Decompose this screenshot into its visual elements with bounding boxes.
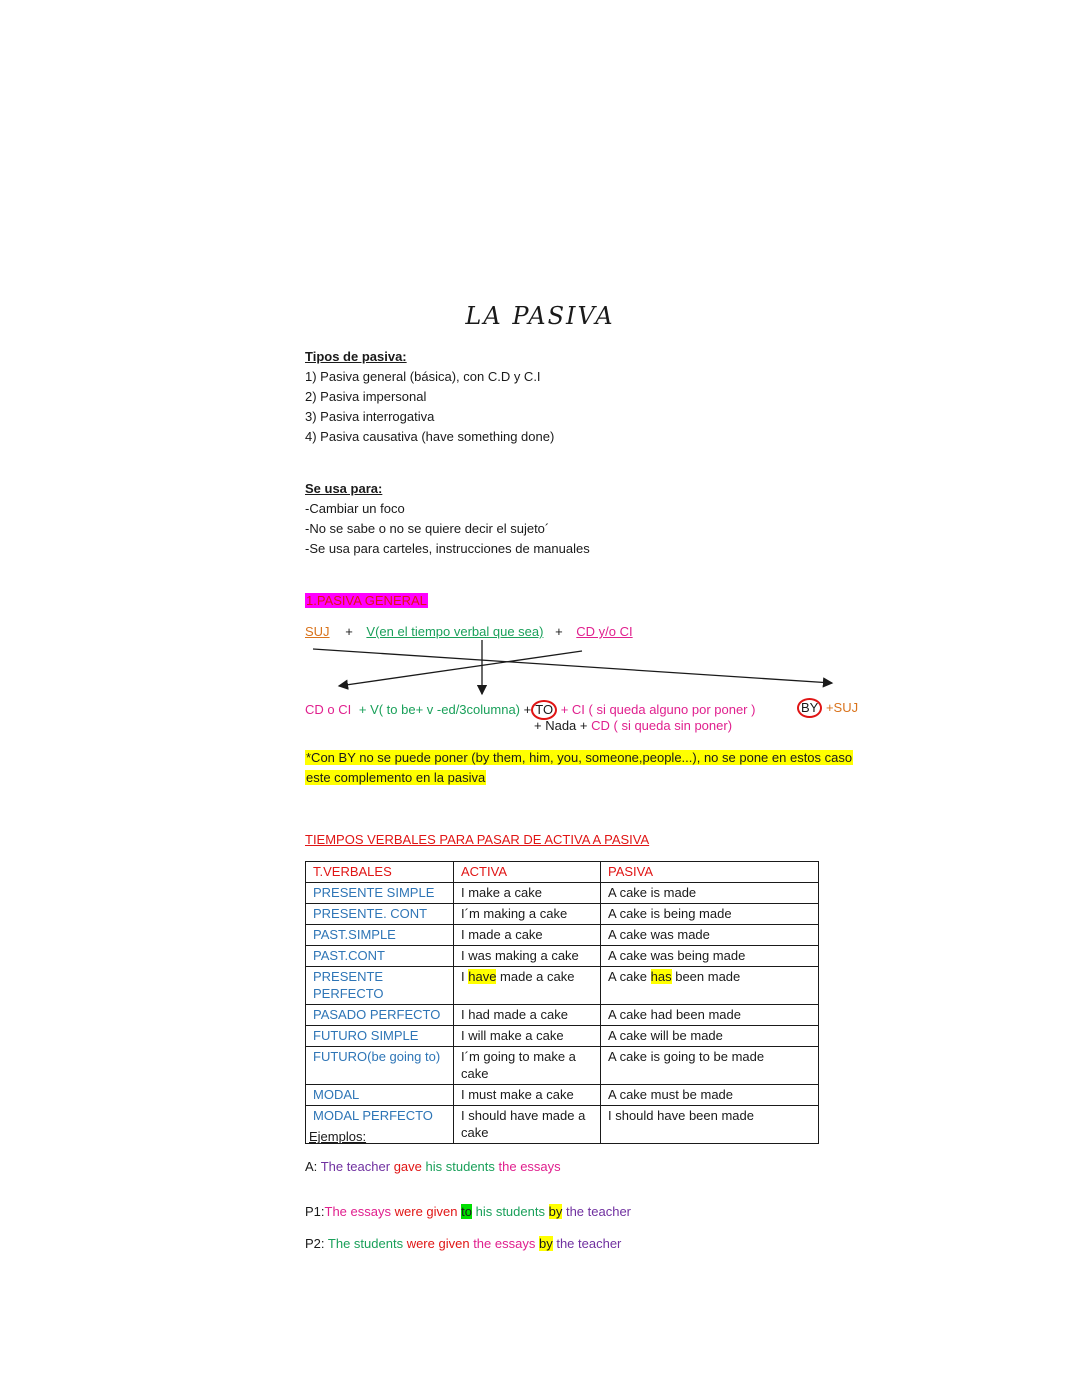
formula-bottom-cd: CD o CI <box>305 702 352 717</box>
section1-heading: 1.PASIVA GENERAL <box>306 593 427 608</box>
table-cell: I must make a cake <box>454 1085 601 1106</box>
table-cell: I´m making a cake <box>454 904 601 925</box>
table-cell: A cake will be made <box>601 1026 819 1047</box>
example-p1-by: by <box>548 1204 563 1219</box>
table-cell: I make a cake <box>454 883 601 904</box>
table-header-cell: PASIVA <box>601 862 819 883</box>
example-p2-verb: were given <box>406 1236 470 1251</box>
example-p1 <box>305 1205 631 1218</box>
table-cell: PAST.SIMPLE <box>306 925 454 946</box>
formula-verb: V(en el tiempo verbal que sea) <box>366 624 544 639</box>
tipos-heading: Tipos de pasiva: <box>305 349 407 364</box>
ejemplos-heading: Ejemplos: <box>309 1129 367 1144</box>
table-cell: A cake must be made <box>601 1085 819 1106</box>
formula-bottom-plus: + <box>523 702 532 717</box>
table-row <box>306 1085 819 1106</box>
formula-by-circle: BY <box>797 698 822 718</box>
example-p1-ci: his students <box>475 1204 545 1219</box>
formula-to-circle: TO <box>531 700 557 720</box>
pp-passive-hl: has <box>650 969 672 984</box>
tiempos-table <box>305 861 819 1144</box>
table-cell: A cake is made <box>601 883 819 904</box>
tipos-item-1: 1) Pasiva general (básica), con C.D y C.I <box>305 369 541 384</box>
formula-plus-1: + <box>345 624 353 639</box>
note-line-2: este complemento en la pasiva <box>306 770 486 785</box>
table-cell: FUTURO(be going to) <box>306 1047 454 1085</box>
table-cell: PRESENTE. CONT <box>306 904 454 925</box>
example-active <box>305 1160 561 1173</box>
tipos-item-2: 2) Pasiva impersonal <box>305 389 427 404</box>
table-cell: PASADO PERFECTO <box>306 1005 454 1026</box>
table-cell: PRESENTE PERFECTO <box>306 967 454 1005</box>
example-p2-ci: The students <box>327 1236 404 1251</box>
pp-passive-pre: A cake <box>608 969 651 984</box>
table-cell: I will make a cake <box>454 1026 601 1047</box>
table-cell: PRESENTE SIMPLE <box>306 883 454 904</box>
example-a-label: A: <box>305 1159 318 1174</box>
pp-active-post: made a cake <box>496 969 575 984</box>
formula-nada: + Nada + <box>534 718 588 733</box>
example-a-cd: the essays <box>498 1159 561 1174</box>
table-header-row <box>306 862 819 883</box>
formula-plus-2: + <box>555 624 563 639</box>
formula-line2 <box>534 719 732 732</box>
table-header-cell: T.VERBALES <box>306 862 454 883</box>
example-p1-verb: were given <box>394 1204 458 1219</box>
formula-bottom-verb: + V( to be+ v -ed/3columna) <box>358 702 521 717</box>
table-cell: A cake is going to be made <box>601 1047 819 1085</box>
table-cell: I made a cake <box>454 925 601 946</box>
table-cell: I should have been made <box>601 1106 819 1144</box>
uso-item-1: -Cambiar un foco <box>305 501 405 516</box>
page-title: LA PASIVA <box>465 302 615 330</box>
table-cell: PAST.CONT <box>306 946 454 967</box>
table-row <box>306 904 819 925</box>
example-a-subject: The teacher <box>320 1159 391 1174</box>
example-p1-to: to <box>461 1204 472 1219</box>
formula-bottom-suj: +SUJ <box>825 700 859 715</box>
formula-bottom-ci: + CI ( si queda alguno por poner ) <box>560 702 756 717</box>
tiempos-heading: TIEMPOS VERBALES PARA PASAR DE ACTIVA A PASIVA <box>305 832 650 847</box>
table-cell: A cake is being made <box>601 904 819 925</box>
table-row <box>306 883 819 904</box>
example-p2-cd: the essays <box>473 1236 536 1251</box>
example-p2-by: by <box>538 1236 553 1251</box>
example-p1-label: P1: <box>305 1204 325 1219</box>
table-row <box>306 1106 819 1144</box>
table-cell <box>454 967 601 1005</box>
table-header-cell: ACTIVA <box>454 862 601 883</box>
uso-item-2: -No se sabe o no se quiere decir el sujeto´ <box>305 521 550 536</box>
example-a-verb: gave <box>393 1159 422 1174</box>
formula-cd: CD y/o CI <box>576 624 633 639</box>
example-a-ci: his students <box>425 1159 495 1174</box>
table-cell: MODAL <box>306 1085 454 1106</box>
uso-item-3: -Se usa para carteles, instrucciones de manuales <box>305 541 590 556</box>
table-cell: A cake was being made <box>601 946 819 967</box>
table-row <box>306 1047 819 1085</box>
example-p1-cd: The essays <box>324 1204 391 1219</box>
formula-suj: SUJ <box>305 624 330 639</box>
example-p1-subject: the teacher <box>565 1204 631 1219</box>
table-cell: A cake had been made <box>601 1005 819 1026</box>
table-row <box>306 1005 819 1026</box>
table-cell: I should have made a cake <box>454 1106 601 1144</box>
table-cell: I had made a cake <box>454 1005 601 1026</box>
table-cell: MODAL PERFECTO <box>306 1106 454 1144</box>
table-row <box>306 967 819 1005</box>
note-line-1: *Con BY no se puede poner (by them, him, you, someone,people...), no se pone en estos caso <box>306 750 853 765</box>
formula-by-group <box>797 698 858 718</box>
pp-passive-post: been made <box>671 969 741 984</box>
uso-heading: Se usa para: <box>305 481 383 496</box>
tipos-item-4: 4) Pasiva causativa (have something done) <box>305 429 555 444</box>
example-p2 <box>305 1237 621 1250</box>
example-p2-subject: the teacher <box>556 1236 622 1251</box>
table-cell: I´m going to make a cake <box>454 1047 601 1085</box>
table-row <box>306 946 819 967</box>
example-p2-label: P2: <box>305 1236 325 1251</box>
pp-active-pre: I <box>461 969 469 984</box>
formula-line2-cd: CD ( si queda sin poner) <box>591 718 733 733</box>
table-row <box>306 925 819 946</box>
table-row <box>306 1026 819 1047</box>
pp-active-hl: have <box>468 969 497 984</box>
table-cell: I was making a cake <box>454 946 601 967</box>
formula-bottom <box>305 700 755 720</box>
table-cell <box>601 967 819 1005</box>
table-cell: A cake was made <box>601 925 819 946</box>
table-cell: FUTURO SIMPLE <box>306 1026 454 1047</box>
tipos-item-3: 3) Pasiva interrogativa <box>305 409 435 424</box>
